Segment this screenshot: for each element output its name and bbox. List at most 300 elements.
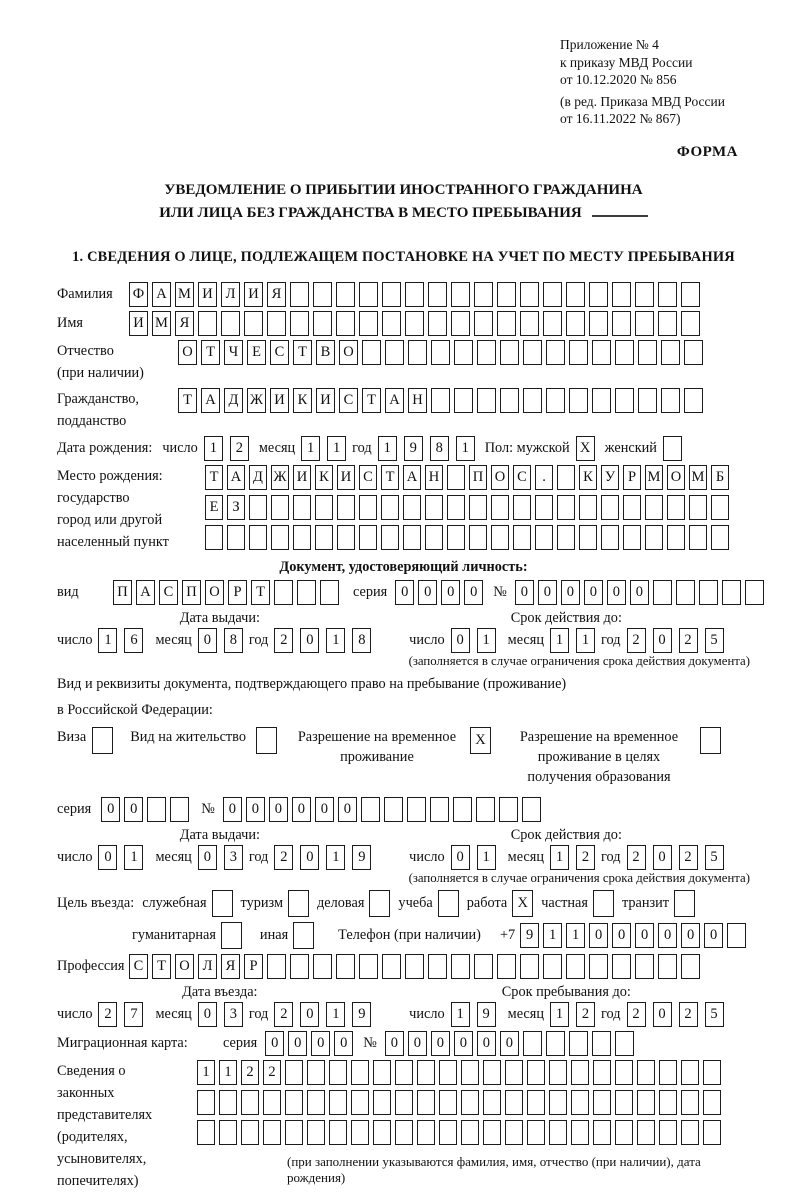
form-cell-empty[interactable] xyxy=(623,495,641,520)
form-cell[interactable]: 1 xyxy=(204,436,223,461)
form-cell-empty[interactable] xyxy=(241,1120,259,1145)
form-cell-empty[interactable] xyxy=(290,954,309,979)
form-cell[interactable]: Р xyxy=(623,465,641,490)
form-cell-empty[interactable] xyxy=(469,525,487,550)
form-cell-empty[interactable] xyxy=(405,311,424,336)
form-cell[interactable]: 0 xyxy=(101,797,120,822)
form-cell-empty[interactable] xyxy=(527,1060,545,1085)
form-cell[interactable]: К xyxy=(315,465,333,490)
form-cell-empty[interactable] xyxy=(395,1060,413,1085)
form-cell[interactable]: М xyxy=(152,311,171,336)
form-cell-empty[interactable] xyxy=(523,340,542,365)
form-cell-empty[interactable] xyxy=(615,1120,633,1145)
form-cell-empty[interactable] xyxy=(381,525,399,550)
form-cell[interactable]: 0 xyxy=(538,580,557,605)
form-cell[interactable]: 1 xyxy=(543,923,562,948)
form-cell[interactable]: 0 xyxy=(451,845,470,870)
form-cell-empty[interactable] xyxy=(703,1090,721,1115)
form-cell-empty[interactable] xyxy=(382,954,401,979)
form-cell[interactable]: 2 xyxy=(627,845,646,870)
form-cell-empty[interactable] xyxy=(681,954,700,979)
form-cell-empty[interactable] xyxy=(571,1060,589,1085)
form-cell[interactable]: . xyxy=(535,465,553,490)
form-cell[interactable]: А xyxy=(152,282,171,307)
form-cell[interactable]: 5 xyxy=(705,628,724,653)
form-cell-empty[interactable] xyxy=(635,311,654,336)
form-cell-empty[interactable] xyxy=(244,311,263,336)
form-cell-empty[interactable] xyxy=(453,797,472,822)
form-cell-empty[interactable] xyxy=(681,1090,699,1115)
form-cell-empty[interactable] xyxy=(170,797,189,822)
form-cell-empty[interactable] xyxy=(549,1120,567,1145)
form-cell[interactable]: 0 xyxy=(338,797,357,822)
form-cell-empty[interactable] xyxy=(689,495,707,520)
form-cell-empty[interactable] xyxy=(227,525,245,550)
form-cell[interactable]: О xyxy=(175,954,194,979)
form-cell-empty[interactable] xyxy=(373,1120,391,1145)
form-cell[interactable]: 0 xyxy=(223,797,242,822)
form-cell-empty[interactable] xyxy=(491,495,509,520)
form-cell-empty[interactable] xyxy=(359,525,377,550)
form-cell-empty[interactable] xyxy=(336,282,355,307)
form-cell[interactable]: М xyxy=(175,282,194,307)
form-cell[interactable]: 3 xyxy=(224,845,243,870)
form-cell-empty[interactable] xyxy=(351,1120,369,1145)
form-cell-empty[interactable] xyxy=(461,1120,479,1145)
form-cell-empty[interactable] xyxy=(592,1031,611,1056)
form-cell-empty[interactable] xyxy=(361,797,380,822)
form-cell[interactable]: 0 xyxy=(658,923,677,948)
form-cell-empty[interactable] xyxy=(219,1120,237,1145)
form-cell-empty[interactable] xyxy=(288,890,309,917)
form-cell-empty[interactable] xyxy=(635,282,654,307)
form-cell[interactable]: 9 xyxy=(477,1002,496,1027)
form-cell-empty[interactable] xyxy=(425,525,443,550)
form-cell-empty[interactable] xyxy=(645,495,663,520)
form-cell-empty[interactable] xyxy=(615,1060,633,1085)
form-cell[interactable]: И xyxy=(244,282,263,307)
form-cell-empty[interactable] xyxy=(676,580,695,605)
form-cell[interactable]: 6 xyxy=(124,628,143,653)
form-cell-empty[interactable] xyxy=(337,525,355,550)
form-cell-empty[interactable] xyxy=(293,525,311,550)
form-cell[interactable]: 0 xyxy=(431,1031,450,1056)
form-cell-empty[interactable] xyxy=(249,495,267,520)
form-cell-empty[interactable] xyxy=(438,890,459,917)
form-cell-empty[interactable] xyxy=(329,1090,347,1115)
form-cell[interactable]: 0 xyxy=(607,580,626,605)
form-cell[interactable]: 8 xyxy=(430,436,449,461)
form-cell[interactable]: 0 xyxy=(589,923,608,948)
form-cell[interactable]: В xyxy=(316,340,335,365)
form-cell-empty[interactable] xyxy=(557,465,575,490)
form-cell-empty[interactable] xyxy=(703,1060,721,1085)
form-cell[interactable]: 0 xyxy=(653,845,672,870)
form-cell-empty[interactable] xyxy=(359,311,378,336)
form-cell[interactable]: О xyxy=(205,580,224,605)
form-cell[interactable]: 1 xyxy=(477,845,496,870)
form-cell[interactable]: 7 xyxy=(124,1002,143,1027)
form-cell[interactable]: И xyxy=(129,311,148,336)
form-cell-empty[interactable] xyxy=(615,388,634,413)
form-cell-empty[interactable] xyxy=(329,1060,347,1085)
form-cell-empty[interactable] xyxy=(520,282,539,307)
form-cell-empty[interactable] xyxy=(147,797,166,822)
form-cell-empty[interactable] xyxy=(256,727,277,754)
form-cell[interactable]: 0 xyxy=(385,1031,404,1056)
form-cell[interactable]: 0 xyxy=(124,797,143,822)
form-cell-empty[interactable] xyxy=(428,282,447,307)
form-cell[interactable]: 8 xyxy=(224,628,243,653)
form-cell-empty[interactable] xyxy=(566,311,585,336)
form-cell[interactable]: Ч xyxy=(224,340,243,365)
form-cell[interactable]: 0 xyxy=(408,1031,427,1056)
form-cell[interactable]: 1 xyxy=(456,436,475,461)
form-cell[interactable]: Я xyxy=(221,954,240,979)
form-cell-empty[interactable] xyxy=(351,1090,369,1115)
form-cell[interactable]: X xyxy=(576,436,595,461)
form-cell-empty[interactable] xyxy=(546,340,565,365)
form-cell[interactable]: 0 xyxy=(198,1002,217,1027)
form-cell-empty[interactable] xyxy=(615,1090,633,1115)
form-cell[interactable]: 2 xyxy=(230,436,249,461)
form-cell-empty[interactable] xyxy=(661,340,680,365)
form-cell-empty[interactable] xyxy=(571,1090,589,1115)
form-cell-empty[interactable] xyxy=(727,923,746,948)
form-cell-empty[interactable] xyxy=(439,1120,457,1145)
form-cell-empty[interactable] xyxy=(197,1120,215,1145)
form-cell-empty[interactable] xyxy=(469,495,487,520)
form-cell-empty[interactable] xyxy=(681,311,700,336)
form-cell-empty[interactable] xyxy=(638,388,657,413)
form-cell[interactable]: 2 xyxy=(274,845,293,870)
form-cell-empty[interactable] xyxy=(571,1120,589,1145)
form-cell-empty[interactable] xyxy=(451,282,470,307)
form-cell-empty[interactable] xyxy=(635,954,654,979)
form-cell[interactable]: Е xyxy=(205,495,223,520)
form-cell-empty[interactable] xyxy=(351,1060,369,1085)
form-cell-empty[interactable] xyxy=(431,340,450,365)
form-cell-empty[interactable] xyxy=(557,495,575,520)
form-cell-empty[interactable] xyxy=(500,340,519,365)
form-cell[interactable]: 0 xyxy=(584,580,603,605)
form-cell[interactable]: О xyxy=(178,340,197,365)
form-cell-empty[interactable] xyxy=(612,282,631,307)
form-cell[interactable]: Ж xyxy=(271,465,289,490)
form-cell[interactable]: 9 xyxy=(404,436,423,461)
form-cell[interactable]: 0 xyxy=(477,1031,496,1056)
form-cell[interactable]: 2 xyxy=(627,628,646,653)
form-cell-empty[interactable] xyxy=(337,495,355,520)
form-cell-empty[interactable] xyxy=(667,495,685,520)
form-cell-empty[interactable] xyxy=(505,1120,523,1145)
form-cell[interactable]: 2 xyxy=(679,1002,698,1027)
form-cell[interactable]: 0 xyxy=(334,1031,353,1056)
form-cell-empty[interactable] xyxy=(549,1060,567,1085)
form-cell[interactable]: П xyxy=(113,580,132,605)
form-cell-empty[interactable] xyxy=(589,954,608,979)
form-cell-empty[interactable] xyxy=(497,311,516,336)
form-cell[interactable]: 2 xyxy=(627,1002,646,1027)
form-cell-empty[interactable] xyxy=(522,797,541,822)
form-cell[interactable]: Л xyxy=(221,282,240,307)
form-cell-empty[interactable] xyxy=(447,525,465,550)
form-cell-empty[interactable] xyxy=(601,525,619,550)
form-cell-empty[interactable] xyxy=(461,1060,479,1085)
form-cell-empty[interactable] xyxy=(313,282,332,307)
form-cell[interactable]: К xyxy=(579,465,597,490)
form-cell-empty[interactable] xyxy=(592,340,611,365)
form-cell-empty[interactable] xyxy=(447,495,465,520)
form-cell[interactable]: 1 xyxy=(219,1060,237,1085)
form-cell-empty[interactable] xyxy=(307,1090,325,1115)
form-cell-empty[interactable] xyxy=(663,436,682,461)
form-cell-empty[interactable] xyxy=(293,922,314,949)
form-cell-empty[interactable] xyxy=(329,1120,347,1145)
form-cell-empty[interactable] xyxy=(601,495,619,520)
form-cell[interactable]: 1 xyxy=(566,923,585,948)
form-cell-empty[interactable] xyxy=(684,340,703,365)
form-cell-empty[interactable] xyxy=(699,580,718,605)
form-cell[interactable]: 0 xyxy=(198,845,217,870)
form-cell-empty[interactable] xyxy=(658,954,677,979)
form-cell-empty[interactable] xyxy=(513,525,531,550)
form-cell-empty[interactable] xyxy=(569,340,588,365)
form-cell[interactable]: 1 xyxy=(451,1002,470,1027)
form-cell[interactable]: X xyxy=(470,727,491,754)
form-cell-empty[interactable] xyxy=(637,1090,655,1115)
form-cell-empty[interactable] xyxy=(417,1060,435,1085)
form-cell[interactable]: 1 xyxy=(477,628,496,653)
form-cell-empty[interactable] xyxy=(612,311,631,336)
form-cell-empty[interactable] xyxy=(359,282,378,307)
form-cell-empty[interactable] xyxy=(197,1090,215,1115)
form-cell-empty[interactable] xyxy=(403,525,421,550)
form-cell-empty[interactable] xyxy=(497,282,516,307)
form-cell[interactable]: 0 xyxy=(198,628,217,653)
form-cell[interactable]: 0 xyxy=(292,797,311,822)
form-cell[interactable]: Н xyxy=(425,465,443,490)
form-cell-empty[interactable] xyxy=(658,282,677,307)
form-cell-empty[interactable] xyxy=(497,954,516,979)
form-cell[interactable]: 1 xyxy=(550,628,569,653)
form-cell-empty[interactable] xyxy=(592,388,611,413)
form-cell-empty[interactable] xyxy=(267,954,286,979)
form-cell-empty[interactable] xyxy=(520,954,539,979)
form-cell-empty[interactable] xyxy=(92,727,113,754)
form-cell-empty[interactable] xyxy=(615,1031,634,1056)
form-cell[interactable]: А xyxy=(227,465,245,490)
form-cell-empty[interactable] xyxy=(681,282,700,307)
form-cell[interactable]: 1 xyxy=(124,845,143,870)
form-cell[interactable]: 0 xyxy=(612,923,631,948)
form-cell[interactable]: 2 xyxy=(576,1002,595,1027)
form-cell-empty[interactable] xyxy=(221,922,242,949)
form-cell-empty[interactable] xyxy=(474,282,493,307)
form-cell[interactable]: Р xyxy=(228,580,247,605)
form-cell-empty[interactable] xyxy=(307,1120,325,1145)
form-cell-empty[interactable] xyxy=(425,495,443,520)
form-cell[interactable]: 1 xyxy=(378,436,397,461)
form-cell-empty[interactable] xyxy=(369,890,390,917)
form-cell-empty[interactable] xyxy=(405,954,424,979)
form-cell[interactable]: М xyxy=(645,465,663,490)
form-cell-empty[interactable] xyxy=(491,525,509,550)
form-cell-empty[interactable] xyxy=(271,525,289,550)
form-cell-empty[interactable] xyxy=(451,954,470,979)
form-cell[interactable]: 2 xyxy=(679,628,698,653)
form-cell-empty[interactable] xyxy=(543,282,562,307)
form-cell-empty[interactable] xyxy=(658,311,677,336)
form-cell-empty[interactable] xyxy=(637,1120,655,1145)
form-cell-empty[interactable] xyxy=(362,340,381,365)
form-cell[interactable]: 1 xyxy=(576,628,595,653)
form-cell[interactable]: 0 xyxy=(418,580,437,605)
form-cell-empty[interactable] xyxy=(637,1060,655,1085)
form-cell[interactable]: И xyxy=(337,465,355,490)
form-cell[interactable]: О xyxy=(491,465,509,490)
form-cell[interactable]: Т xyxy=(201,340,220,365)
form-cell-empty[interactable] xyxy=(263,1120,281,1145)
form-cell-empty[interactable] xyxy=(430,797,449,822)
form-cell[interactable]: 5 xyxy=(705,845,724,870)
form-cell-empty[interactable] xyxy=(285,1090,303,1115)
form-cell-empty[interactable] xyxy=(320,580,339,605)
form-cell[interactable]: 1 xyxy=(550,1002,569,1027)
form-cell-empty[interactable] xyxy=(593,1060,611,1085)
form-cell[interactable]: 0 xyxy=(246,797,265,822)
form-cell[interactable]: И xyxy=(316,388,335,413)
form-cell-empty[interactable] xyxy=(505,1090,523,1115)
form-cell[interactable]: 2 xyxy=(274,1002,293,1027)
form-cell-empty[interactable] xyxy=(483,1090,501,1115)
form-cell[interactable]: 0 xyxy=(451,628,470,653)
form-cell-empty[interactable] xyxy=(546,1031,565,1056)
form-cell-empty[interactable] xyxy=(579,495,597,520)
form-cell-empty[interactable] xyxy=(285,1120,303,1145)
form-cell[interactable]: 0 xyxy=(315,797,334,822)
form-cell[interactable]: 0 xyxy=(653,628,672,653)
form-cell[interactable]: О xyxy=(339,340,358,365)
form-cell-empty[interactable] xyxy=(290,311,309,336)
form-cell-empty[interactable] xyxy=(527,1090,545,1115)
form-cell[interactable]: И xyxy=(270,388,289,413)
form-cell[interactable]: 8 xyxy=(352,628,371,653)
form-cell-empty[interactable] xyxy=(417,1120,435,1145)
form-cell[interactable]: 0 xyxy=(635,923,654,948)
form-cell-empty[interactable] xyxy=(290,282,309,307)
form-cell-empty[interactable] xyxy=(674,890,695,917)
form-cell-empty[interactable] xyxy=(373,1090,391,1115)
form-cell[interactable]: 3 xyxy=(224,1002,243,1027)
form-cell-empty[interactable] xyxy=(315,495,333,520)
form-cell[interactable]: 2 xyxy=(263,1060,281,1085)
form-cell[interactable]: У xyxy=(601,465,619,490)
form-cell[interactable]: 1 xyxy=(550,845,569,870)
form-cell-empty[interactable] xyxy=(513,495,531,520)
form-cell-empty[interactable] xyxy=(689,525,707,550)
form-cell[interactable]: Т xyxy=(178,388,197,413)
form-cell-empty[interactable] xyxy=(373,1060,391,1085)
form-cell-empty[interactable] xyxy=(382,311,401,336)
form-cell-empty[interactable] xyxy=(451,311,470,336)
form-cell-empty[interactable] xyxy=(385,340,404,365)
form-cell[interactable]: 1 xyxy=(326,1002,345,1027)
form-cell-empty[interactable] xyxy=(615,340,634,365)
form-cell-empty[interactable] xyxy=(408,340,427,365)
form-cell-empty[interactable] xyxy=(499,797,518,822)
form-cell-empty[interactable] xyxy=(593,890,614,917)
form-cell-empty[interactable] xyxy=(653,580,672,605)
form-cell[interactable]: 1 xyxy=(98,628,117,653)
form-cell-empty[interactable] xyxy=(557,525,575,550)
form-cell[interactable]: О xyxy=(667,465,685,490)
form-cell-empty[interactable] xyxy=(359,954,378,979)
form-cell-empty[interactable] xyxy=(623,525,641,550)
form-cell-empty[interactable] xyxy=(439,1060,457,1085)
form-cell[interactable]: Т xyxy=(205,465,223,490)
form-cell-empty[interactable] xyxy=(336,954,355,979)
form-cell-empty[interactable] xyxy=(659,1120,677,1145)
form-cell-empty[interactable] xyxy=(711,525,729,550)
form-cell[interactable]: 2 xyxy=(274,628,293,653)
form-cell-empty[interactable] xyxy=(684,388,703,413)
form-cell[interactable]: 0 xyxy=(630,580,649,605)
form-cell[interactable]: Я xyxy=(175,311,194,336)
form-cell-empty[interactable] xyxy=(474,954,493,979)
form-cell-empty[interactable] xyxy=(589,311,608,336)
form-cell[interactable]: С xyxy=(159,580,178,605)
form-cell-empty[interactable] xyxy=(745,580,764,605)
form-cell[interactable]: 0 xyxy=(288,1031,307,1056)
form-cell-empty[interactable] xyxy=(454,388,473,413)
form-cell[interactable]: 0 xyxy=(561,580,580,605)
form-cell-empty[interactable] xyxy=(212,890,233,917)
form-cell-empty[interactable] xyxy=(612,954,631,979)
form-cell-empty[interactable] xyxy=(428,311,447,336)
form-cell-empty[interactable] xyxy=(667,525,685,550)
form-cell-empty[interactable] xyxy=(297,580,316,605)
form-cell-empty[interactable] xyxy=(500,388,519,413)
form-cell-empty[interactable] xyxy=(439,1090,457,1115)
form-cell[interactable]: 1 xyxy=(301,436,320,461)
form-cell[interactable]: 2 xyxy=(98,1002,117,1027)
form-cell[interactable]: Т xyxy=(362,388,381,413)
form-cell-empty[interactable] xyxy=(293,495,311,520)
form-cell-empty[interactable] xyxy=(221,311,240,336)
form-cell-empty[interactable] xyxy=(681,1060,699,1085)
form-cell-empty[interactable] xyxy=(381,495,399,520)
form-cell[interactable]: 9 xyxy=(352,845,371,870)
form-cell-empty[interactable] xyxy=(476,797,495,822)
form-cell-empty[interactable] xyxy=(566,954,585,979)
form-cell-empty[interactable] xyxy=(219,1090,237,1115)
form-cell[interactable]: Н xyxy=(408,388,427,413)
form-cell-empty[interactable] xyxy=(661,388,680,413)
form-cell-empty[interactable] xyxy=(474,311,493,336)
form-cell-empty[interactable] xyxy=(307,1060,325,1085)
form-cell[interactable]: С xyxy=(513,465,531,490)
form-cell[interactable]: X xyxy=(512,890,533,917)
form-cell-empty[interactable] xyxy=(395,1090,413,1115)
form-cell-empty[interactable] xyxy=(711,495,729,520)
form-cell[interactable]: 1 xyxy=(326,628,345,653)
form-cell-empty[interactable] xyxy=(477,340,496,365)
form-cell[interactable]: 2 xyxy=(241,1060,259,1085)
form-cell[interactable]: Л xyxy=(198,954,217,979)
form-cell-empty[interactable] xyxy=(313,311,332,336)
form-cell[interactable]: 2 xyxy=(576,845,595,870)
